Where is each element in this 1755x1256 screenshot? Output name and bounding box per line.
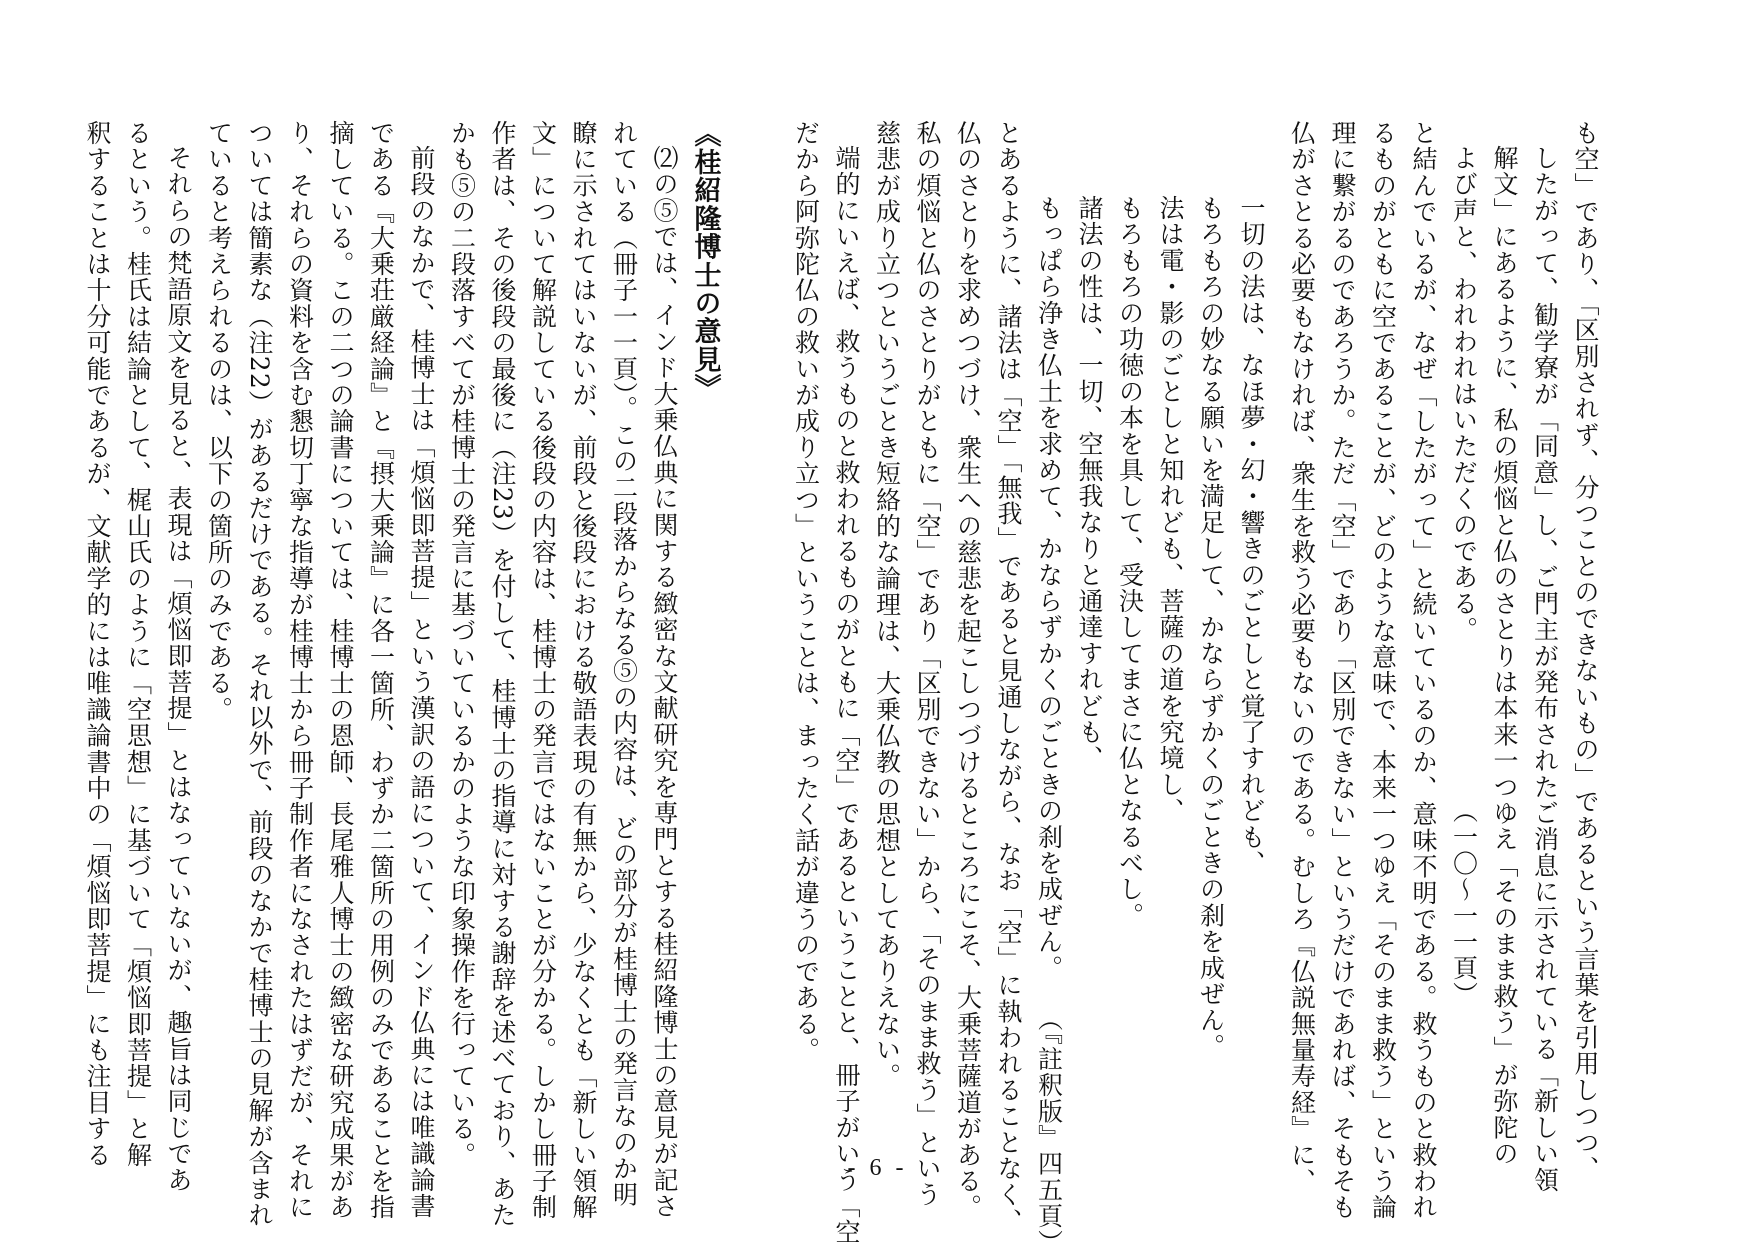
text-line: 釈することは十分可能であるが、文献学的には唯識論書中の「煩悩即菩提」にも注目する [83,120,112,1168]
text-line: 作者は、その後段の最後に（注23）を付して、桂博士の指導に対する謝辞を述べており、あた [488,120,517,1229]
text-line: 仏がさとる必要もなければ、衆生を救う必要もないのである。むしろ『仏説無量寿経』に、 [1287,120,1317,1195]
text-line: 摘している。この二つの論書については、桂博士の恩師、長尾雅人博士の緻密な研究成果があ [326,120,355,1221]
text-line: ついては簡素な（注22）があるだけである。それ以外で、前段のなかで桂博士の見解が含まれ [245,120,274,1229]
text-line: 私の煩悩と仏のさとりがともに「空」であり「区別できない」から、「そのまま救う」という [913,120,942,1208]
text-line: り、それらの資料を含む懇切丁寧な指導が桂博士から冊子制作者になされたはずだが、それに [285,120,315,1221]
quote-line: 解文」にあるように、私の煩悩と仏のさとりは本来一つゆえ「そのまま救う」が弥陀の [1490,145,1519,1167]
text-line: 仏のさとりを求めつづけ、衆生への慈悲を起こしつづけるところにこそ、大乗菩薩道がある。 [953,120,983,1221]
sutra-verse-line: 諸法の性は、一切、空無我なりと通達すれども、 [1075,195,1104,772]
text-line: るものがともに空であることが、どのような意味で、本来一つゆえ「そのまま救う」という論 [1368,120,1398,1221]
text-line: 端的にいえば、救うものと救われるものがともに「空」であるということと、冊子がいう「空 [832,145,861,1246]
sutra-verse-line: もろもろの妙なる願いを満足して、かならずかくのごときの刹を成ぜん。 [1196,195,1226,1060]
text-line: ⑵の⑤では、インド大乗仏典に関する緻密な文献研究を専門とする桂紹隆博士の意見が記さ [650,145,679,1220]
sutra-verse-line: もろもろの功徳の本を具して、受決してまさに仏となるべし。 [1115,195,1145,929]
text-line: と結んでいるが、なぜ「したがって」と続いているのか、意味不明である。救うものと救われ [1409,120,1438,1221]
sutra-verse-text: もっぱら浄き仏土を求めて、かならずかくのごときの刹を成ぜん。 [1034,195,1064,981]
text-line: 文」について解説している後段の内容は、桂博士の発言ではないことが分かる。しかし冊子制 [528,120,558,1221]
text-line: も空」であり、「区別されず、分つことのできないもの」であるという言葉を引用しつつ、 [1571,120,1600,1182]
spacer [745,120,786,1120]
vertical-text-body [83,120,1605,1256]
text-line: それらの梵語原文を見ると、表現は「煩悩即菩提」とはなっていないが、趣旨は同じであ [164,145,193,1193]
sutra-verse-line [1028,120,1069,1256]
sutra-verse-line: 法は電・影のごとしと知れども、菩薩の道を究境し、 [1156,195,1185,824]
text-line: だから阿弥陀仏の救いが成り立つ」ということは、まったく話が違うのである。 [791,120,821,1064]
sutra-verse-line: 一切の法は、なほ夢・幻・響きのごとしと覚了すれども、 [1237,195,1266,877]
text-line: とあるように、諸法は「空」「無我」であると見通しながら、なお「空」に執われることなく、 [994,120,1023,1235]
text-line: 前段のなかで、桂博士は「煩悩即菩提」という漢訳の語について、インド仏典には唯識論書 [407,145,436,1220]
citation: （『註釈版』四五頁） [1034,1006,1064,1256]
text-line: 慈悲が成り立つというごとき短絡的な論理は、大乗仏教の思想としてありえない。 [872,120,902,1090]
quote-line-text: よび声と、われわれはいただくのである。 [1449,145,1479,643]
spacer [1271,120,1281,1120]
text-line: 瞭に示されてはいないが、前段と後段における敬語表現の有無から、少なくとも「新しい領解 [569,120,598,1221]
quote-line: したがって、勧学寮が「同意」し、ご門主が発布されたご消息に示されている「新しい領 [1530,145,1560,1193]
text-line: である『大乗荘厳経論』と『摂大乗論』に各一箇所、わずか二箇所の用例のみであることを指 [366,120,396,1221]
text-line: ていると考えられるのは、以下の箇所のみである。 [204,120,234,723]
quote-line [1443,120,1484,1120]
spacer [725,120,745,1120]
text-line: かも⑤の二段落すべてが桂博士の発言に基づいているかのような印象操作を行っている。 [447,120,477,1168]
citation: （一〇～一一頁） [1449,797,1479,1008]
text-line: れている（冊子一一頁）。この二段落からなる⑤の内容は、どの部分が桂博士の発言なのか明 [609,120,639,1208]
section-heading: 《桂紹隆博士の意見》 [689,120,721,402]
text-line: 理に繋がるのであろうか。ただ「空」であり「区別できない」というだけであれば、そもそも [1328,120,1357,1221]
text-line: るという。桂氏は結論として、梶山氏のように「空思想」に基づいて「煩悩即菩提」と解 [123,120,153,1168]
page-number: - 6 - [847,1155,908,1181]
